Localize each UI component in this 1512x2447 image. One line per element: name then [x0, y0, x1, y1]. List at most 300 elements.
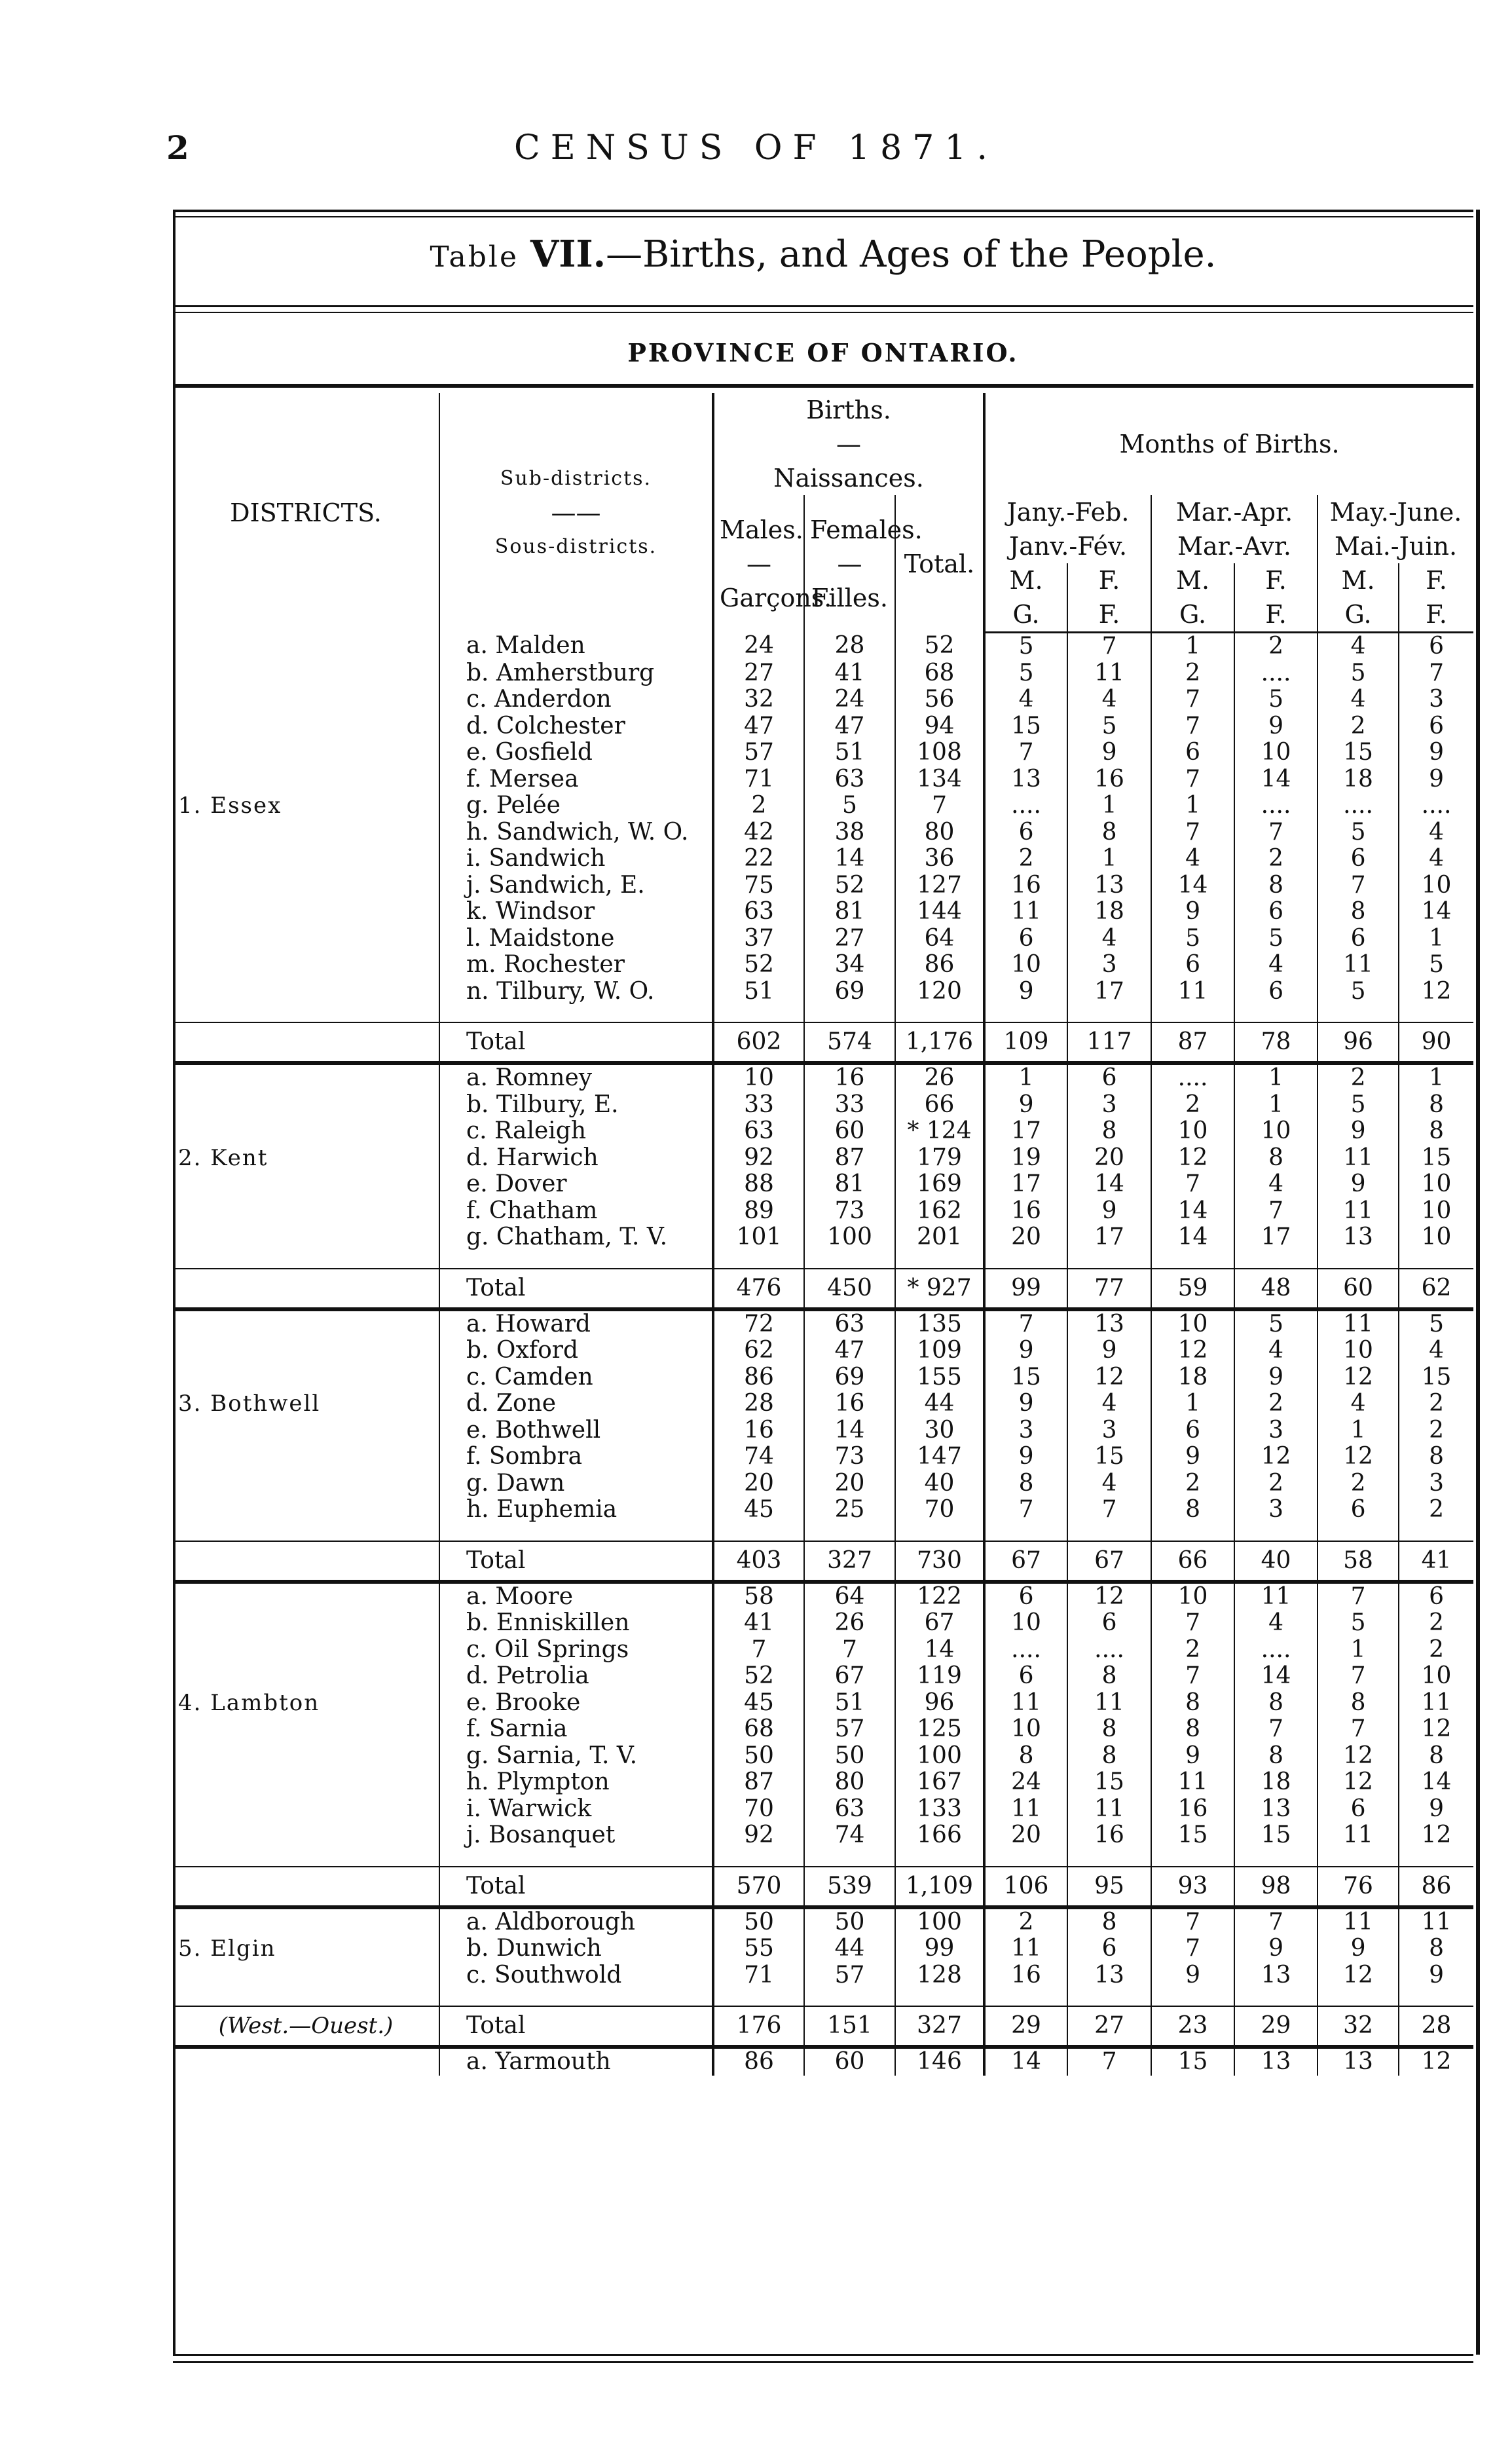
- gap-cell: [1234, 1523, 1318, 1541]
- subdistrict-name: e. Bothwell: [439, 1417, 713, 1444]
- value-cell: 67: [895, 1610, 984, 1637]
- value-cell: 9: [1399, 1796, 1473, 1823]
- value-cell: 15: [1067, 1769, 1151, 1796]
- value-cell: 11: [1318, 1198, 1399, 1225]
- district-cell: [173, 739, 439, 766]
- value-cell: 127: [895, 872, 984, 899]
- value-cell: 95: [1067, 1867, 1151, 1907]
- gap-cell: [713, 1989, 804, 2006]
- value-cell: 7: [984, 1497, 1067, 1523]
- value-cell: 2: [1399, 1417, 1473, 1444]
- table-row: [173, 1769, 1473, 1796]
- m-en: M.: [1009, 566, 1043, 595]
- district-cell: [173, 899, 439, 925]
- value-cell: 11: [1318, 1822, 1399, 1849]
- subdistricts-fr: Sous-districts.: [494, 534, 657, 558]
- value-cell: 10: [1151, 1309, 1234, 1338]
- district-cell: [173, 979, 439, 1005]
- gap-cell: [984, 1523, 1067, 1541]
- value-cell: 34: [804, 952, 895, 979]
- table-row: [173, 1444, 1473, 1470]
- district-cell: [173, 2047, 439, 2076]
- value-cell: 15: [1399, 1364, 1473, 1391]
- value-cell: 11: [984, 1796, 1067, 1823]
- value-cell: 10: [1151, 1118, 1234, 1145]
- gap-cell: [1067, 1849, 1151, 1867]
- value-cell: 9: [984, 1092, 1067, 1119]
- value-cell: 16: [984, 1198, 1067, 1225]
- value-cell: 94: [895, 713, 984, 740]
- value-cell: 56: [895, 686, 984, 713]
- value-cell: 10: [713, 1063, 804, 1092]
- value-cell: 15: [1067, 1444, 1151, 1470]
- table-row: [173, 1309, 1473, 1338]
- value-cell: 166: [895, 1822, 984, 1849]
- subdistrict-name: i. Warwick: [439, 1796, 713, 1823]
- value-cell: 2: [713, 793, 804, 819]
- value-cell: 73: [804, 1198, 895, 1225]
- value-cell: 7: [1151, 1610, 1234, 1637]
- value-cell: 23: [1151, 2006, 1234, 2047]
- subdistrict-name: l. Maidstone: [439, 925, 713, 952]
- district-cell: [173, 846, 439, 872]
- value-cell: 16: [804, 1391, 895, 1417]
- value-cell: 8: [1067, 1907, 1151, 1936]
- value-cell: 1: [1318, 1417, 1399, 1444]
- value-cell: 18: [1234, 1769, 1318, 1796]
- value-cell: 7: [1067, 1497, 1151, 1523]
- value-cell: 106: [984, 1867, 1067, 1907]
- subdistrict-name: d. Harwich: [439, 1145, 713, 1172]
- value-cell: 62: [1399, 1269, 1473, 1309]
- value-cell: 12: [1151, 1145, 1234, 1172]
- table-row: [173, 793, 1473, 819]
- district-cell: [173, 1743, 439, 1770]
- gap-cell: [1151, 1005, 1234, 1022]
- value-cell: 16: [804, 1063, 895, 1092]
- value-cell: 51: [713, 979, 804, 1005]
- subdistrict-name: b. Dunwich: [439, 1935, 713, 1962]
- value-cell: 7: [1399, 660, 1473, 687]
- table-row: [173, 1063, 1473, 1092]
- value-cell: 119: [895, 1663, 984, 1690]
- gap-cell: [1399, 1005, 1473, 1022]
- value-cell: 2: [1234, 633, 1318, 660]
- value-cell: 38: [804, 819, 895, 846]
- value-cell: 86: [713, 1364, 804, 1391]
- f-fr: F.: [1098, 600, 1120, 629]
- table-row: [173, 713, 1473, 740]
- value-cell: 8: [1067, 819, 1151, 846]
- value-cell: 40: [1234, 1541, 1318, 1582]
- subdistrict-name: b. Amherstburg: [439, 660, 713, 687]
- value-cell: 6: [984, 925, 1067, 952]
- district-cell: [173, 713, 439, 740]
- value-cell: 18: [1318, 766, 1399, 793]
- value-cell: 6: [1318, 846, 1399, 872]
- value-cell: 133: [895, 1796, 984, 1823]
- subdistrict-name: j. Bosanquet: [439, 1822, 713, 1849]
- table-row: [173, 739, 1473, 766]
- value-cell: 37: [713, 925, 804, 952]
- value-cell: 51: [804, 1690, 895, 1717]
- value-cell: 10: [1399, 1224, 1473, 1251]
- value-cell: 5: [1318, 979, 1399, 1005]
- value-cell: 9: [1318, 1935, 1399, 1962]
- value-cell: 12: [1318, 1962, 1399, 1989]
- district-name: 4. Lambton: [178, 1689, 320, 1716]
- value-cell: 26: [895, 1063, 984, 1092]
- row-gap: [173, 1005, 1473, 1022]
- subdistricts-en: Sub-districts.: [500, 466, 652, 490]
- value-cell: 3: [1234, 1497, 1318, 1523]
- subdistrict-name: a. Yarmouth: [439, 2047, 713, 2076]
- value-cell: 33: [713, 1092, 804, 1119]
- district-cell: [173, 686, 439, 713]
- gap-cell: [713, 1523, 804, 1541]
- value-cell: ....: [984, 793, 1067, 819]
- value-cell: 52: [713, 952, 804, 979]
- value-cell: 8: [1067, 1716, 1151, 1743]
- value-cell: 4: [1399, 846, 1473, 872]
- births-dash: —: [836, 430, 862, 458]
- value-cell: ....: [1234, 660, 1318, 687]
- value-cell: 86: [1399, 1867, 1473, 1907]
- value-cell: 86: [713, 2047, 804, 2076]
- value-cell: 14: [1151, 872, 1234, 899]
- subdistrict-name: e. Dover: [439, 1171, 713, 1198]
- value-cell: 59: [1151, 1269, 1234, 1309]
- value-cell: 100: [804, 1224, 895, 1251]
- value-cell: ....: [1234, 793, 1318, 819]
- value-cell: 16: [1067, 1822, 1151, 1849]
- value-cell: ....: [1234, 1637, 1318, 1664]
- value-cell: 10: [1399, 1171, 1473, 1198]
- total-row: [173, 1022, 1473, 1063]
- value-cell: 7: [1318, 872, 1399, 899]
- value-cell: 44: [895, 1391, 984, 1417]
- value-cell: 68: [895, 660, 984, 687]
- gap-cell: [804, 1523, 895, 1541]
- value-cell: 3: [1067, 952, 1151, 979]
- value-cell: 62: [713, 1337, 804, 1364]
- value-cell: 17: [1234, 1224, 1318, 1251]
- value-cell: 7: [1151, 686, 1234, 713]
- value-cell: 92: [713, 1822, 804, 1849]
- district-cell: [173, 1309, 439, 1338]
- may-june-en: May.-June.: [1329, 498, 1462, 527]
- value-cell: 2: [1399, 1637, 1473, 1664]
- value-cell: 5: [1067, 713, 1151, 740]
- value-cell: 10: [984, 952, 1067, 979]
- value-cell: 134: [895, 766, 984, 793]
- bottom-rule: [173, 2354, 1473, 2363]
- gap-cell: [713, 1005, 804, 1022]
- births-header: [713, 393, 984, 495]
- value-cell: 14: [1234, 1663, 1318, 1690]
- table-row: [173, 1690, 1473, 1717]
- value-cell: 5: [804, 793, 895, 819]
- value-cell: 11: [1318, 1907, 1399, 1936]
- province-rule: [173, 384, 1473, 388]
- subdistrict-name: c. Anderdon: [439, 686, 713, 713]
- value-cell: 63: [804, 766, 895, 793]
- value-cell: 15: [1151, 2047, 1234, 2076]
- value-cell: 450: [804, 1269, 895, 1309]
- value-cell: 8: [1234, 1743, 1318, 1770]
- table-row: [173, 633, 1473, 660]
- value-cell: 11: [1399, 1690, 1473, 1717]
- value-cell: 8: [1067, 1743, 1151, 1770]
- gap-cell: [984, 1005, 1067, 1022]
- value-cell: 13: [1067, 1962, 1151, 1989]
- value-cell: 8: [984, 1743, 1067, 1770]
- value-cell: ....: [1318, 793, 1399, 819]
- gap-cell: [1067, 1251, 1151, 1269]
- value-cell: 125: [895, 1716, 984, 1743]
- value-cell: 7: [1234, 1198, 1318, 1225]
- value-cell: 4: [1234, 1171, 1318, 1198]
- may-june-f: [1399, 563, 1473, 631]
- gap-cell: [984, 1251, 1067, 1269]
- value-cell: 96: [895, 1690, 984, 1717]
- subdistrict-name: h. Sandwich, W. O.: [439, 819, 713, 846]
- value-cell: 80: [804, 1769, 895, 1796]
- value-cell: 7: [804, 1637, 895, 1664]
- table-row: [173, 1470, 1473, 1497]
- births-fr: Naissances.: [773, 464, 924, 493]
- value-cell: 4: [1318, 686, 1399, 713]
- value-cell: 13: [1067, 872, 1151, 899]
- value-cell: 50: [713, 1743, 804, 1770]
- running-title: CENSUS OF 1871.: [514, 128, 998, 168]
- value-cell: 71: [713, 766, 804, 793]
- value-cell: 11: [1067, 660, 1151, 687]
- value-cell: 14: [1067, 1171, 1151, 1198]
- gap-cell: [804, 1251, 895, 1269]
- value-cell: 8: [1234, 872, 1318, 899]
- value-cell: 16: [713, 1417, 804, 1444]
- district-cell: [173, 1541, 439, 1582]
- value-cell: 12: [1399, 2047, 1473, 2076]
- table-row: [173, 1663, 1473, 1690]
- top-rule: [173, 210, 1473, 212]
- value-cell: 6: [984, 819, 1067, 846]
- value-cell: 15: [984, 713, 1067, 740]
- value-cell: ....: [1399, 793, 1473, 819]
- district-note: (West.—Ouest.): [173, 2006, 439, 2047]
- value-cell: 176: [713, 2006, 804, 2047]
- table-title-text: —Births, and Ages of the People.: [606, 233, 1217, 276]
- total-row: [173, 2006, 1473, 2047]
- value-cell: 13: [1318, 1224, 1399, 1251]
- value-cell: 201: [895, 1224, 984, 1251]
- district-cell: [173, 1118, 439, 1145]
- value-cell: ....: [1151, 1063, 1234, 1092]
- value-cell: 120: [895, 979, 984, 1005]
- value-cell: 10: [1151, 1582, 1234, 1611]
- table-row: [173, 1637, 1473, 1664]
- value-cell: 2: [984, 1907, 1067, 1936]
- value-cell: 8: [1234, 1145, 1318, 1172]
- district-cell: [173, 1663, 439, 1690]
- table-body: [173, 633, 1473, 2076]
- total-row: [173, 1269, 1473, 1309]
- gap-cell: [1318, 1849, 1399, 1867]
- value-cell: 4: [1067, 1470, 1151, 1497]
- value-cell: 2: [1399, 1497, 1473, 1523]
- value-cell: 8: [1399, 1092, 1473, 1119]
- mar-apr-fr: Mar.-Avr.: [1177, 532, 1291, 561]
- district-name: 3. Bothwell: [178, 1391, 321, 1417]
- value-cell: 2: [1399, 1391, 1473, 1417]
- value-cell: 93: [1151, 1867, 1234, 1907]
- table-row: [173, 1716, 1473, 1743]
- district-cell: [173, 1470, 439, 1497]
- males-en: Males.: [720, 515, 803, 544]
- subdistrict-name: a. Aldborough: [439, 1907, 713, 1936]
- value-cell: 5: [1151, 925, 1234, 952]
- value-cell: 6: [984, 1582, 1067, 1611]
- subdistrict-name: m. Rochester: [439, 952, 713, 979]
- value-cell: 151: [804, 2006, 895, 2047]
- gap-cell: [173, 1251, 439, 1269]
- value-cell: 7: [1151, 1907, 1234, 1936]
- table-title: [173, 233, 1473, 276]
- gap-cell: [1067, 1989, 1151, 2006]
- value-cell: 11: [1067, 1796, 1151, 1823]
- value-cell: 6: [1399, 713, 1473, 740]
- value-cell: 50: [804, 1743, 895, 1770]
- m-fr: G.: [1179, 600, 1207, 629]
- table-row: [173, 1610, 1473, 1637]
- value-cell: 4: [1234, 952, 1318, 979]
- table-row: [173, 979, 1473, 1005]
- district-name: 1. Essex: [178, 793, 282, 819]
- value-cell: 41: [804, 660, 895, 687]
- gap-cell: [1318, 1251, 1399, 1269]
- value-cell: 167: [895, 1769, 984, 1796]
- subdistrict-name: c. Southwold: [439, 1962, 713, 1989]
- value-cell: 10: [1318, 1337, 1399, 1364]
- value-cell: 7: [1067, 2047, 1151, 2076]
- gap-cell: [895, 1849, 984, 1867]
- value-cell: 4: [1318, 1391, 1399, 1417]
- value-cell: 15: [1151, 1822, 1234, 1849]
- value-cell: 11: [1234, 1582, 1318, 1611]
- value-cell: 66: [1151, 1541, 1234, 1582]
- subdistrict-name: k. Windsor: [439, 899, 713, 925]
- value-cell: 5: [984, 633, 1067, 660]
- district-cell: [173, 1822, 439, 1849]
- births-en: Births.: [806, 396, 891, 424]
- value-cell: 9: [984, 1444, 1067, 1470]
- value-cell: 570: [713, 1867, 804, 1907]
- value-cell: 8: [1399, 1935, 1473, 1962]
- jan-feb-f: [1067, 563, 1151, 631]
- value-cell: 4: [1067, 925, 1151, 952]
- value-cell: 169: [895, 1171, 984, 1198]
- value-cell: 12: [1318, 1364, 1399, 1391]
- value-cell: 99: [895, 1935, 984, 1962]
- jan-feb-m: [984, 563, 1067, 631]
- value-cell: 2: [1318, 1470, 1399, 1497]
- value-cell: 10: [1234, 739, 1318, 766]
- value-cell: 63: [804, 1796, 895, 1823]
- value-cell: 14: [804, 1417, 895, 1444]
- value-cell: 8: [1399, 1118, 1473, 1145]
- value-cell: 8: [1318, 899, 1399, 925]
- females-fr: Filles.: [811, 583, 888, 612]
- months-header: Months of Births.: [984, 393, 1473, 495]
- row-gap: [173, 1989, 1473, 2006]
- subdistrict-name: g. Chatham, T. V.: [439, 1224, 713, 1251]
- gap-cell: [1151, 1251, 1234, 1269]
- value-cell: 9: [1234, 1935, 1318, 1962]
- value-cell: 22: [713, 846, 804, 872]
- value-cell: 50: [713, 1907, 804, 1936]
- f-fr: F.: [1265, 600, 1287, 629]
- value-cell: 16: [984, 872, 1067, 899]
- value-cell: 8: [1234, 1690, 1318, 1717]
- value-cell: 16: [984, 1962, 1067, 1989]
- value-cell: 20: [804, 1470, 895, 1497]
- value-cell: 3: [1234, 1417, 1318, 1444]
- subdistrict-name: h. Plympton: [439, 1769, 713, 1796]
- value-cell: 27: [713, 660, 804, 687]
- value-cell: 8: [1399, 1444, 1473, 1470]
- gap-cell: [1234, 1849, 1318, 1867]
- title-rule-thin: [173, 312, 1473, 313]
- value-cell: ....: [1067, 1637, 1151, 1664]
- mar-apr-f: [1234, 563, 1318, 631]
- value-cell: 1,176: [895, 1022, 984, 1063]
- value-cell: 9: [1234, 713, 1318, 740]
- gap-cell: [1151, 1849, 1234, 1867]
- value-cell: 32: [1318, 2006, 1399, 2047]
- value-cell: 7: [1318, 1663, 1399, 1690]
- district-cell: [173, 1092, 439, 1119]
- females-header: [804, 495, 923, 633]
- value-cell: 2: [1234, 1391, 1318, 1417]
- value-cell: 1: [1151, 1391, 1234, 1417]
- table-row: [173, 925, 1473, 952]
- value-cell: 2: [1151, 1637, 1234, 1664]
- jan-feb-header: [984, 495, 1151, 563]
- district-name: 2. Kent: [178, 1144, 268, 1171]
- value-cell: 7: [984, 1309, 1067, 1338]
- table-row: [173, 952, 1473, 979]
- value-cell: 57: [804, 1962, 895, 1989]
- row-gap: [173, 1251, 1473, 1269]
- table-row: [173, 1171, 1473, 1198]
- value-cell: 1: [1234, 1063, 1318, 1092]
- district-cell: [173, 1198, 439, 1225]
- f-en: F.: [1426, 566, 1447, 595]
- value-cell: 7: [713, 1637, 804, 1664]
- value-cell: 11: [1318, 1309, 1399, 1338]
- table-row: [173, 1145, 1473, 1172]
- gap-cell: [1318, 1005, 1399, 1022]
- value-cell: 6: [1399, 1582, 1473, 1611]
- gap-cell: [173, 1849, 439, 1867]
- value-cell: 70: [713, 1796, 804, 1823]
- value-cell: 11: [1151, 1769, 1234, 1796]
- district-cell: [173, 1497, 439, 1523]
- value-cell: 67: [984, 1541, 1067, 1582]
- value-cell: 9: [1067, 1198, 1151, 1225]
- value-cell: 20: [984, 1224, 1067, 1251]
